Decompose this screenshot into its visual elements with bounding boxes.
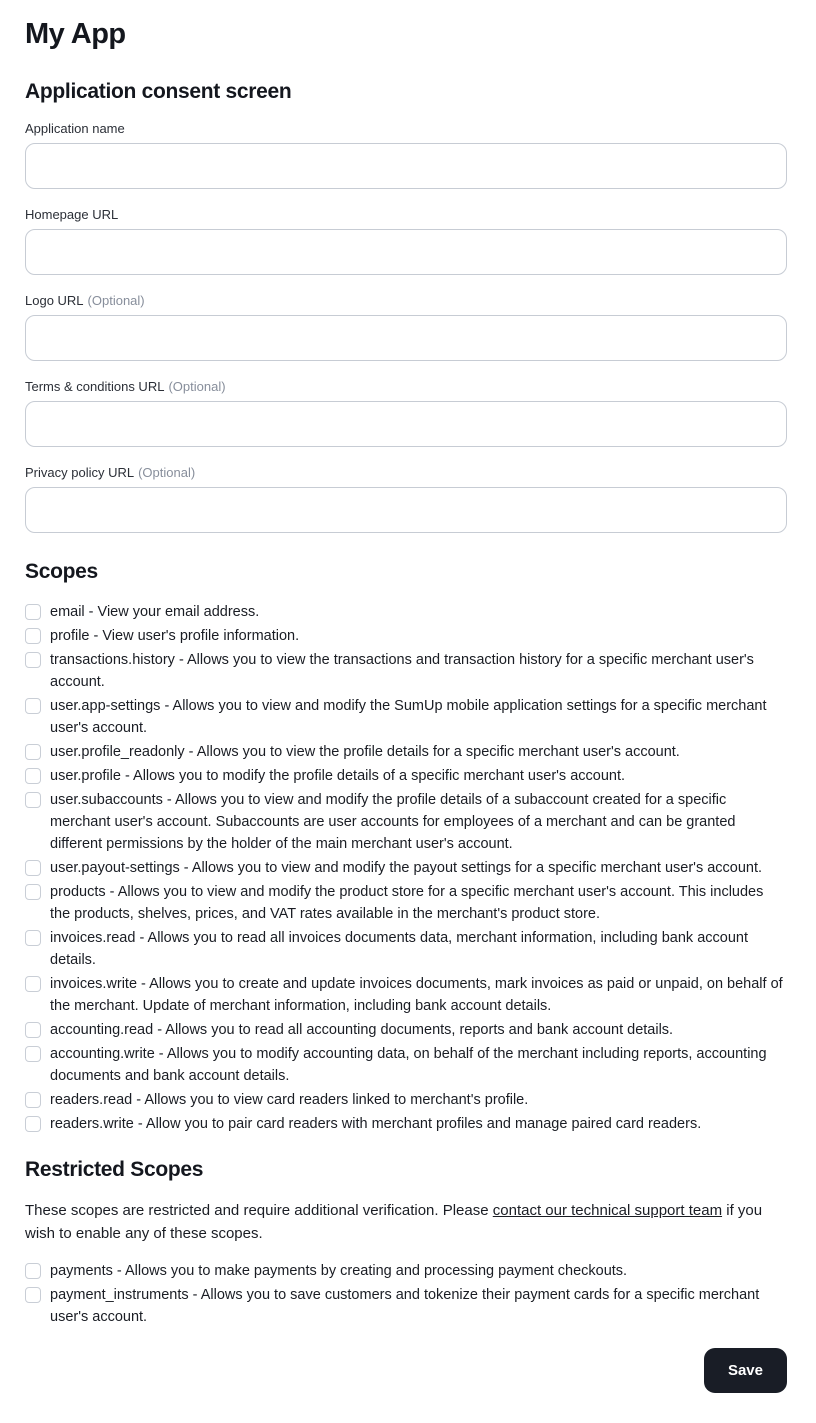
scope-row-readers.read (25, 1089, 787, 1111)
scope-name: accounting.write (50, 1046, 155, 1062)
scope-description: Allows you to make payments by creating and processing payment checkouts. (124, 1263, 628, 1279)
field-label-homepage-url (25, 207, 787, 223)
save-button[interactable]: Save (704, 1348, 787, 1393)
scope-label-user.profile_readonly (50, 741, 680, 763)
scope-label-invoices.write (50, 973, 787, 1017)
field-optional-suffix: (Optional) (138, 465, 196, 480)
scope-separator: - (137, 976, 150, 992)
scope-separator: - (105, 884, 118, 900)
field-label-privacy-policy-url (25, 465, 787, 481)
restricted-scope-label-payments (50, 1260, 627, 1282)
scope-description: Allows you to view the profile details for a specific merchant user's account. (196, 744, 680, 760)
restricted-scopes-intro (25, 1199, 773, 1245)
restricted-intro-text-after: if you wish to enable any of these scopes. (25, 1202, 763, 1242)
scope-description: Allows you to read all invoices documents data, merchant information, including bank account details. (50, 930, 748, 968)
scope-separator: - (135, 930, 148, 946)
scope-name: user.app-settings (50, 698, 161, 714)
scope-label-profile (50, 625, 299, 647)
contact-support-link[interactable]: contact our technical support team (492, 1202, 723, 1219)
scope-separator: - (162, 792, 175, 808)
homepage-url-input[interactable] (25, 229, 787, 275)
restricted-scopes-heading: Restricted Scopes (25, 1158, 204, 1181)
scope-separator: - (154, 1046, 167, 1062)
restricted-scope-checkbox-payments[interactable] (25, 1263, 41, 1279)
scope-label-accounting.read (50, 1019, 673, 1041)
application-name-input[interactable] (25, 143, 787, 189)
form-field-application-name (25, 121, 787, 189)
scope-row-email (25, 601, 787, 623)
field-optional-suffix: (Optional) (168, 379, 226, 394)
scope-label-readers.read (50, 1089, 528, 1111)
scope-checkbox-user.subaccounts[interactable] (25, 792, 41, 808)
scope-row-invoices.write (25, 973, 787, 1017)
field-label-application-name (25, 121, 787, 137)
scope-checkbox-user.profile[interactable] (25, 768, 41, 784)
scope-label-email (50, 601, 259, 623)
restricted-scope-row-payment_instruments (25, 1284, 787, 1328)
scope-description: Allows you to modify the profile details of a specific merchant user's account. (133, 768, 626, 784)
scope-row-accounting.write (25, 1043, 787, 1087)
scope-row-user.profile_readonly (25, 741, 787, 763)
scope-separator: - (89, 628, 103, 644)
scope-row-readers.write (25, 1113, 787, 1135)
scope-checkbox-products[interactable] (25, 884, 41, 900)
scope-description: View user's profile information. (102, 628, 300, 644)
field-label-text: Terms & conditions URL (25, 379, 165, 394)
scope-separator: - (153, 1022, 166, 1038)
scope-separator: - (174, 652, 188, 668)
restricted-scopes-list (25, 1260, 787, 1328)
scope-separator: - (120, 768, 134, 784)
scope-row-accounting.read (25, 1019, 787, 1041)
restricted-scope-row-payments (25, 1260, 787, 1282)
field-optional-suffix: (Optional) (87, 293, 145, 308)
scope-name: payment_instruments (50, 1287, 189, 1303)
scope-name: email (50, 604, 85, 620)
field-label-text: Application name (25, 121, 125, 136)
scope-separator: - (184, 744, 197, 760)
scope-name: payments (50, 1263, 113, 1279)
consent-form-fields (25, 121, 787, 533)
scope-description: View your email address. (97, 604, 260, 620)
scope-description: Allows you to save customers and tokenize their payment cards for a specific merchant user's account. (50, 1287, 760, 1325)
scopes-list (25, 601, 787, 1135)
logo-url-input[interactable] (25, 315, 787, 361)
form-field-privacy-policy-url (25, 465, 787, 533)
scope-description: Allows you to modify accounting data, on behalf of the merchant including reports, accounting documents and bank account details. (50, 1046, 767, 1084)
scope-name: user.payout-settings (50, 860, 180, 876)
restricted-scope-checkbox-payment_instruments[interactable] (25, 1287, 41, 1303)
scope-row-profile (25, 625, 787, 647)
scope-checkbox-user.payout-settings[interactable] (25, 860, 41, 876)
scope-separator: - (160, 698, 173, 714)
scope-name: invoices.read (50, 930, 136, 946)
form-field-homepage-url (25, 207, 787, 275)
scope-description: Allow you to pair card readers with merchant profiles and manage paired card readers. (145, 1116, 702, 1132)
field-label-text: Logo URL (25, 293, 84, 308)
form-field-logo-url (25, 293, 787, 361)
scope-label-products (50, 881, 787, 925)
scope-label-accounting.write (50, 1043, 787, 1087)
scope-checkbox-readers.read[interactable] (25, 1092, 41, 1108)
scope-checkbox-invoices.read[interactable] (25, 930, 41, 946)
scope-label-readers.write (50, 1113, 701, 1135)
scope-description: Allows you to view and modify the payout settings for a specific merchant user's account. (191, 860, 763, 876)
scope-row-user.payout-settings (25, 857, 787, 879)
field-label-text: Homepage URL (25, 207, 119, 222)
scope-separator: - (188, 1287, 201, 1303)
scope-row-transactions.history (25, 649, 787, 693)
scope-label-user.app-settings (50, 695, 787, 739)
scope-row-user.subaccounts (25, 789, 787, 855)
scope-label-user.payout-settings (50, 857, 762, 879)
scope-name: accounting.read (50, 1022, 154, 1038)
scope-name: invoices.write (50, 976, 138, 992)
restricted-intro-text-before: These scopes are restricted and require additional verification. Please (25, 1202, 493, 1219)
privacy-policy-url-input[interactable] (25, 487, 787, 533)
terms-conditions-url-input[interactable] (25, 401, 787, 447)
scope-description: Allows you to create and update invoices documents, mark invoices as paid or unpaid, on behalf of the merchant. Update of merchant information, including bank account details. (50, 976, 783, 1014)
scope-checkbox-user.profile_readonly[interactable] (25, 744, 41, 760)
scope-checkbox-readers.write[interactable] (25, 1116, 41, 1132)
scope-separator: - (132, 1092, 145, 1108)
scope-name: readers.write (50, 1116, 134, 1132)
scope-checkbox-invoices.write[interactable] (25, 976, 41, 992)
scope-name: profile (50, 628, 90, 644)
scope-description: Allows you to read all accounting documents, reports and bank account details. (165, 1022, 674, 1038)
scope-name: user.subaccounts (50, 792, 163, 808)
field-label-terms-conditions-url (25, 379, 787, 395)
scope-row-user.app-settings (25, 695, 787, 739)
scope-label-user.subaccounts (50, 789, 787, 855)
scope-row-user.profile (25, 765, 787, 787)
form-field-terms-conditions-url (25, 379, 787, 447)
scope-checkbox-accounting.write[interactable] (25, 1046, 41, 1062)
scope-checkbox-transactions.history[interactable] (25, 652, 41, 668)
scopes-heading: Scopes (25, 560, 98, 583)
scope-row-products (25, 881, 787, 925)
scope-checkbox-accounting.read[interactable] (25, 1022, 41, 1038)
scope-separator: - (84, 604, 98, 620)
scope-name: user.profile (50, 768, 121, 784)
page-title: My App (25, 18, 126, 50)
restricted-scope-label-payment_instruments (50, 1284, 787, 1328)
scope-separator: - (112, 1263, 125, 1279)
scope-description: Allows you to view and modify the SumUp mobile application settings for a specific merchant user's account. (50, 698, 767, 736)
scope-label-transactions.history (50, 649, 787, 693)
scope-separator: - (179, 860, 192, 876)
scope-separator: - (133, 1116, 146, 1132)
field-label-text: Privacy policy URL (25, 465, 135, 480)
scope-description: Allows you to view and modify the product store for a specific merchant user's account. This includes the products, shelves, prices, and VAT rates available in the merchant's product store. (50, 884, 764, 922)
scope-checkbox-user.app-settings[interactable] (25, 698, 41, 714)
scope-checkbox-profile[interactable] (25, 628, 41, 644)
scope-description: Allows you to view the transactions and transaction history for a specific merchant user's account. (50, 652, 754, 690)
scope-name: user.profile_readonly (50, 744, 185, 760)
form-actions (25, 1348, 787, 1393)
scope-description: Allows you to view and modify the profile details of a subaccount created for a specific merchant user's account. Subaccounts are user accounts for employees of a merchant and can be granted different permissions by the holder of the main merchant user's account. (50, 792, 736, 852)
scope-name: products (50, 884, 106, 900)
scope-row-invoices.read (25, 927, 787, 971)
scope-name: transactions.history (50, 652, 175, 668)
field-label-logo-url (25, 293, 787, 309)
consent-screen-heading: Application consent screen (25, 80, 292, 103)
scope-checkbox-email[interactable] (25, 604, 41, 620)
scope-name: readers.read (50, 1092, 133, 1108)
scope-description: Allows you to view card readers linked to merchant's profile. (144, 1092, 529, 1108)
scope-label-invoices.read (50, 927, 787, 971)
scope-label-user.profile (50, 765, 625, 787)
